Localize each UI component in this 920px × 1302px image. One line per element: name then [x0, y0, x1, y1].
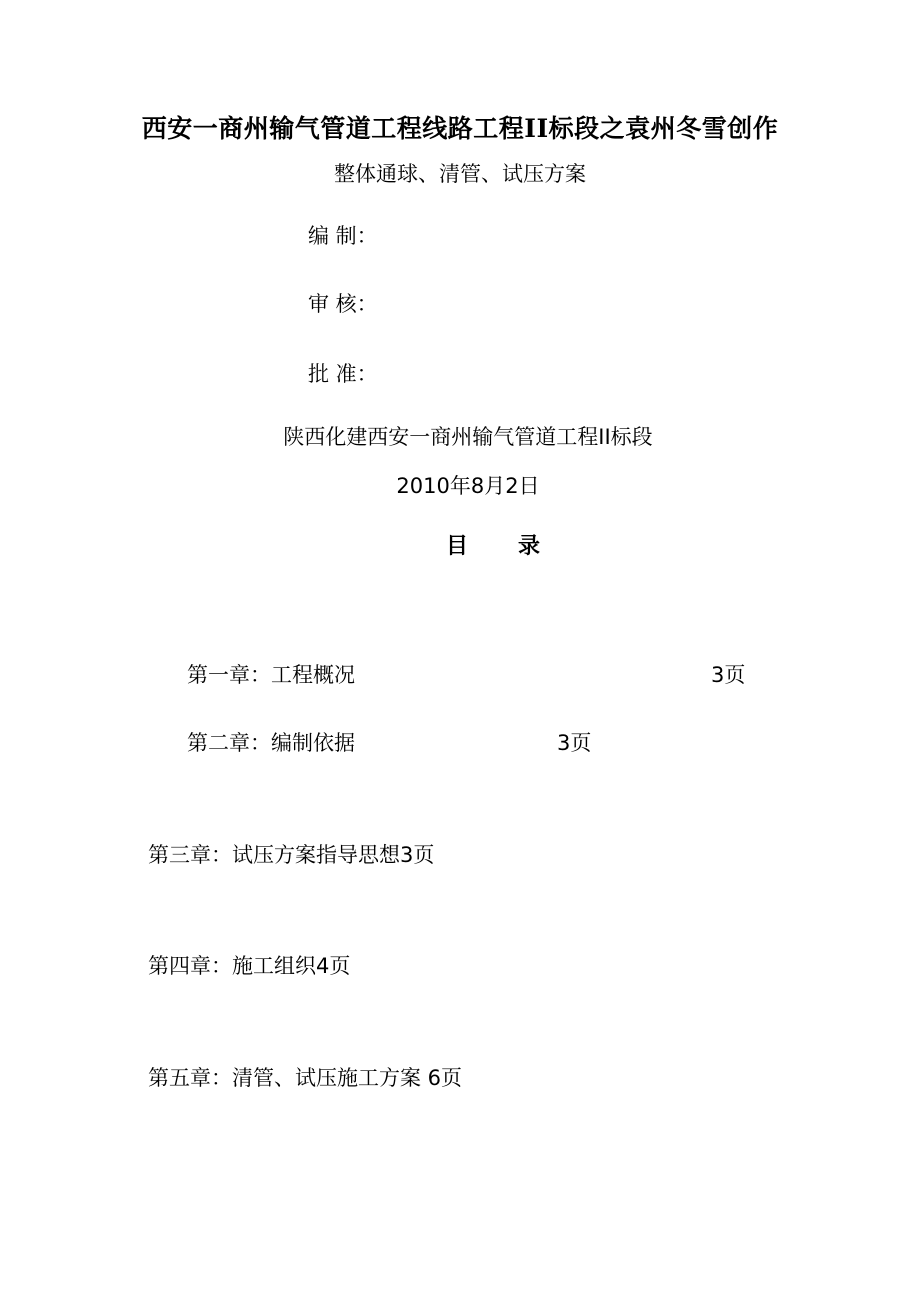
- toc-entry-chapter-2: 第二章：编制依据: [187, 731, 355, 755]
- toc-heading: 目录: [446, 534, 591, 559]
- document-title: 西安一商州输气管道工程线路工程II标段之袁州冬雪创作: [141, 114, 779, 143]
- toc-entry-chapter-2-page: 3页: [557, 731, 592, 755]
- toc-entry-chapter-3: 第三章：试压方案指导思想3页: [148, 843, 435, 867]
- toc-entry-chapter-5: 第五章：清管、试压施工方案 6页: [148, 1066, 463, 1090]
- toc-entry-chapter-1-page: 3页: [711, 663, 746, 687]
- organization-name: 陕西化建西安一商州输气管道工程II标段: [283, 425, 653, 449]
- toc-entry-chapter-4: 第四章：施工组织4页: [148, 954, 351, 978]
- approved-by-label: 批 准：: [308, 362, 378, 386]
- compiled-by-label: 编 制：: [308, 224, 378, 248]
- document-subtitle: 整体通球、清管、试压方案: [334, 162, 586, 186]
- document-date: 2010年8月2日: [396, 474, 540, 498]
- toc-entry-chapter-1: 第一章：工程概况: [187, 663, 355, 687]
- reviewed-by-label: 审 核：: [308, 292, 378, 316]
